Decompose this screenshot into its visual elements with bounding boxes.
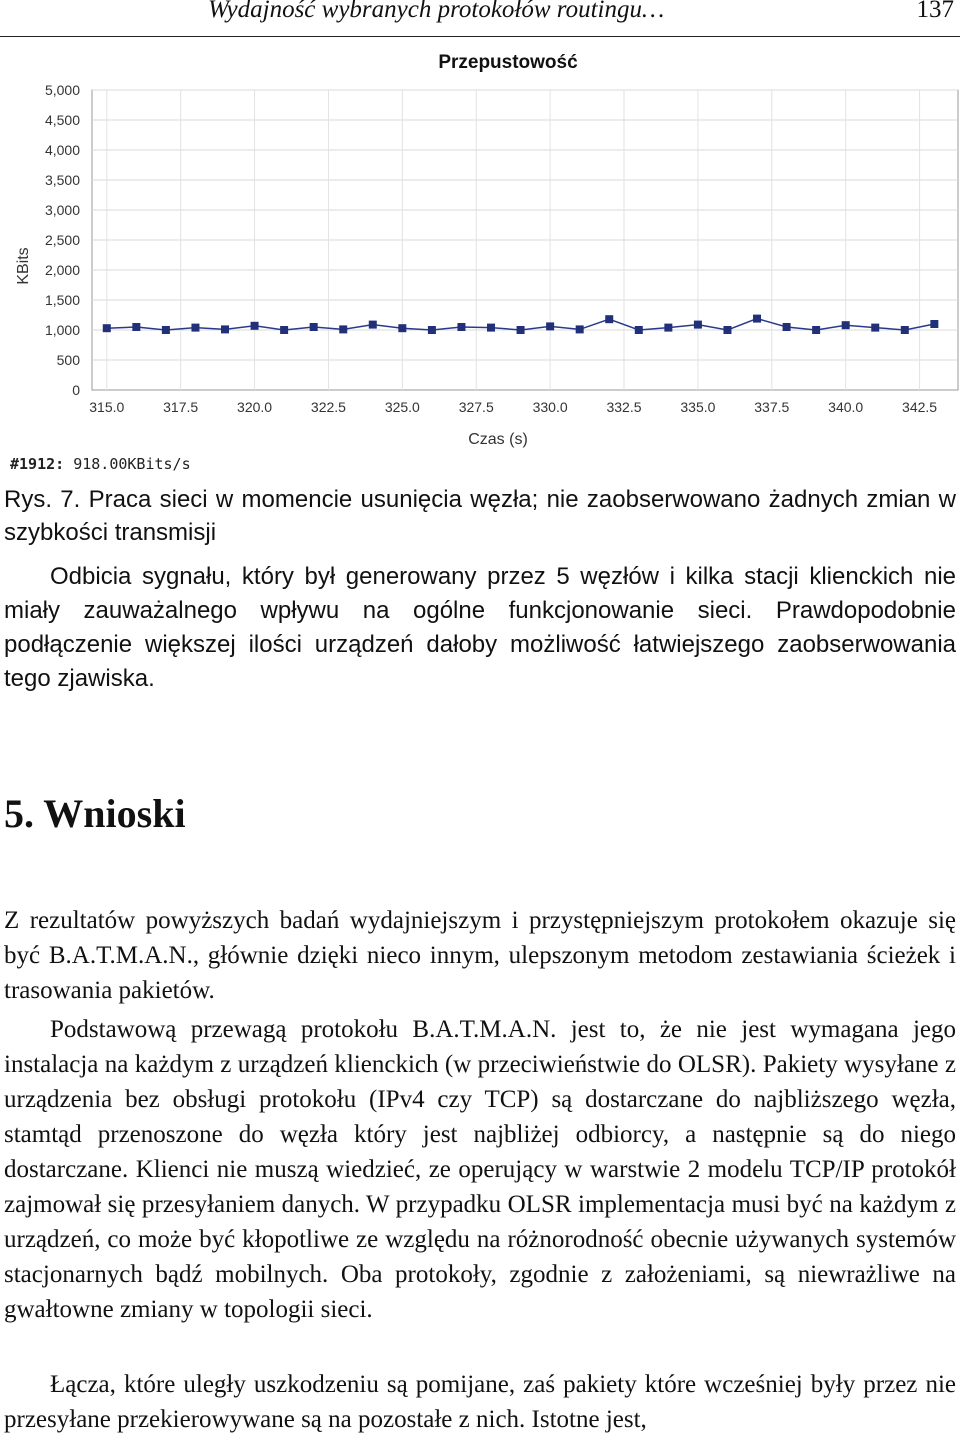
data-point xyxy=(812,326,820,334)
y-tick-label: 2,500 xyxy=(44,232,80,248)
running-title: Wydajność wybranych protokołów routingu… xyxy=(208,0,665,23)
y-tick-label: 1,000 xyxy=(44,322,80,338)
section-heading: 5. Wnioski xyxy=(4,791,186,836)
x-tick-label: 322.5 xyxy=(310,399,346,415)
data-point xyxy=(930,320,938,328)
data-point xyxy=(694,321,702,329)
paragraph-1: Odbicia sygnału, który był generowany przez 5 węzłów i kilka stacji klienckich nie miały zauważalnego wpływu na ogólne funkcjonowanie sieci. Prawdopodobnie podłączenie większej ilości urządzeń dałoby możliwość łatwiejszego zaobserwowania tego zjawiska. xyxy=(4,563,956,692)
chart-svg xyxy=(0,40,960,480)
y-axis-label: KBits xyxy=(15,247,32,285)
y-tick-label: 3,000 xyxy=(44,202,80,218)
x-tick-label: 332.5 xyxy=(606,399,642,415)
status-readout xyxy=(10,455,191,473)
throughput-chart xyxy=(0,40,960,480)
data-point xyxy=(132,323,140,331)
data-point xyxy=(103,324,111,332)
y-tick-label: 1,500 xyxy=(44,292,80,308)
page-number: 137 xyxy=(916,0,954,23)
x-tick-label: 315.0 xyxy=(89,399,125,415)
x-tick-label: 330.0 xyxy=(532,399,568,415)
plot-area xyxy=(45,82,958,415)
header-rule xyxy=(0,36,960,37)
paragraph-3: Podstawową przewagą protokołu B.A.T.M.A.N. jest to, że nie jest wymagana jego instalacja na każdym z urządzeń klienckich (w przeciwieństwie do OLSR). Pakiety wysyłane z urządzenia bez obsługi protokołu (IPv4 czy TCP) są dostarczane do najbliższego węzła, stamtąd przenoszone do węzła który jest najbliżej odbiorcy, a następnie są do niego dostarczane. Klienci nie muszą wiedzieć, ze operujący w warstwie 2 modelu TCP/IP protokół zajmował się przesyłaniem danych. W przypadku OLSR implementacja musi być na każdym z urządzeń, co może być kłopotliwe ze względu na różnorodność obecnie używanych systemów stacjonarnych bądź mobilnych. Oba protokoły, zgodnie z założeniami, są niewrażliwe na gwałtowne zmiany w topologii sieci. xyxy=(4,1016,956,1323)
y-tick-label: 0 xyxy=(72,382,80,398)
y-tick-label: 4,500 xyxy=(44,112,80,128)
status-label: #1912: xyxy=(10,455,65,473)
data-point xyxy=(783,323,791,331)
data-point xyxy=(191,324,199,332)
data-point xyxy=(251,322,259,330)
data-point xyxy=(457,323,465,331)
page-header xyxy=(0,0,960,38)
data-point xyxy=(664,324,672,332)
data-point xyxy=(369,321,377,329)
y-tick-label: 500 xyxy=(56,352,80,368)
data-point xyxy=(576,325,584,333)
x-tick-label: 317.5 xyxy=(163,399,199,415)
data-point xyxy=(517,326,525,334)
y-tick-label: 2,000 xyxy=(44,262,80,278)
x-tick-label: 335.0 xyxy=(680,399,716,415)
data-point xyxy=(221,325,229,333)
x-tick-label: 327.5 xyxy=(458,399,494,415)
figure-caption: Rys. 7. Praca sieci w momencie usunięcia węzła; nie zaobserwowano żadnych zmian w szybkości transmisji xyxy=(4,486,956,546)
data-point xyxy=(635,326,643,334)
data-point xyxy=(398,324,406,332)
data-point xyxy=(842,321,850,329)
data-point xyxy=(487,324,495,332)
data-point xyxy=(162,326,170,334)
x-tick-label: 320.0 xyxy=(237,399,273,415)
chart-title: Przepustowość xyxy=(438,52,578,73)
data-point xyxy=(723,326,731,334)
x-tick-label: 325.0 xyxy=(384,399,420,415)
status-value: 918.00KBits/s xyxy=(73,455,191,473)
x-tick-label: 342.5 xyxy=(902,399,938,415)
x-tick-label: 340.0 xyxy=(828,399,864,415)
paragraph-2: Z rezultatów powyższych badań wydajniejszym i przystępniejszym protokołem okazuje się być B.A.T.M.A.N., głównie dzięki nieco innym, ulepszonym metodom zestawiania ścieżek i trasowania pakietów. xyxy=(4,907,956,1004)
paragraph-4: Łącza, które uległy uszkodzeniu są pomijane, zaś pakiety które wcześniej były przez nie przesyłane przekierowywane są na pozostałe z nich. Istotne jest, xyxy=(4,1371,956,1433)
data-point xyxy=(339,325,347,333)
data-point xyxy=(310,323,318,331)
data-point xyxy=(605,315,613,323)
data-point xyxy=(901,326,909,334)
data-point xyxy=(428,326,436,334)
data-point xyxy=(280,326,288,334)
x-tick-label: 337.5 xyxy=(754,399,790,415)
data-point xyxy=(753,315,761,323)
data-point xyxy=(871,324,879,332)
y-tick-label: 4,000 xyxy=(44,142,80,158)
x-axis-label: Czas (s) xyxy=(468,431,528,448)
y-tick-label: 3,500 xyxy=(44,172,80,188)
data-point xyxy=(546,322,554,330)
y-tick-label: 5,000 xyxy=(44,82,80,98)
